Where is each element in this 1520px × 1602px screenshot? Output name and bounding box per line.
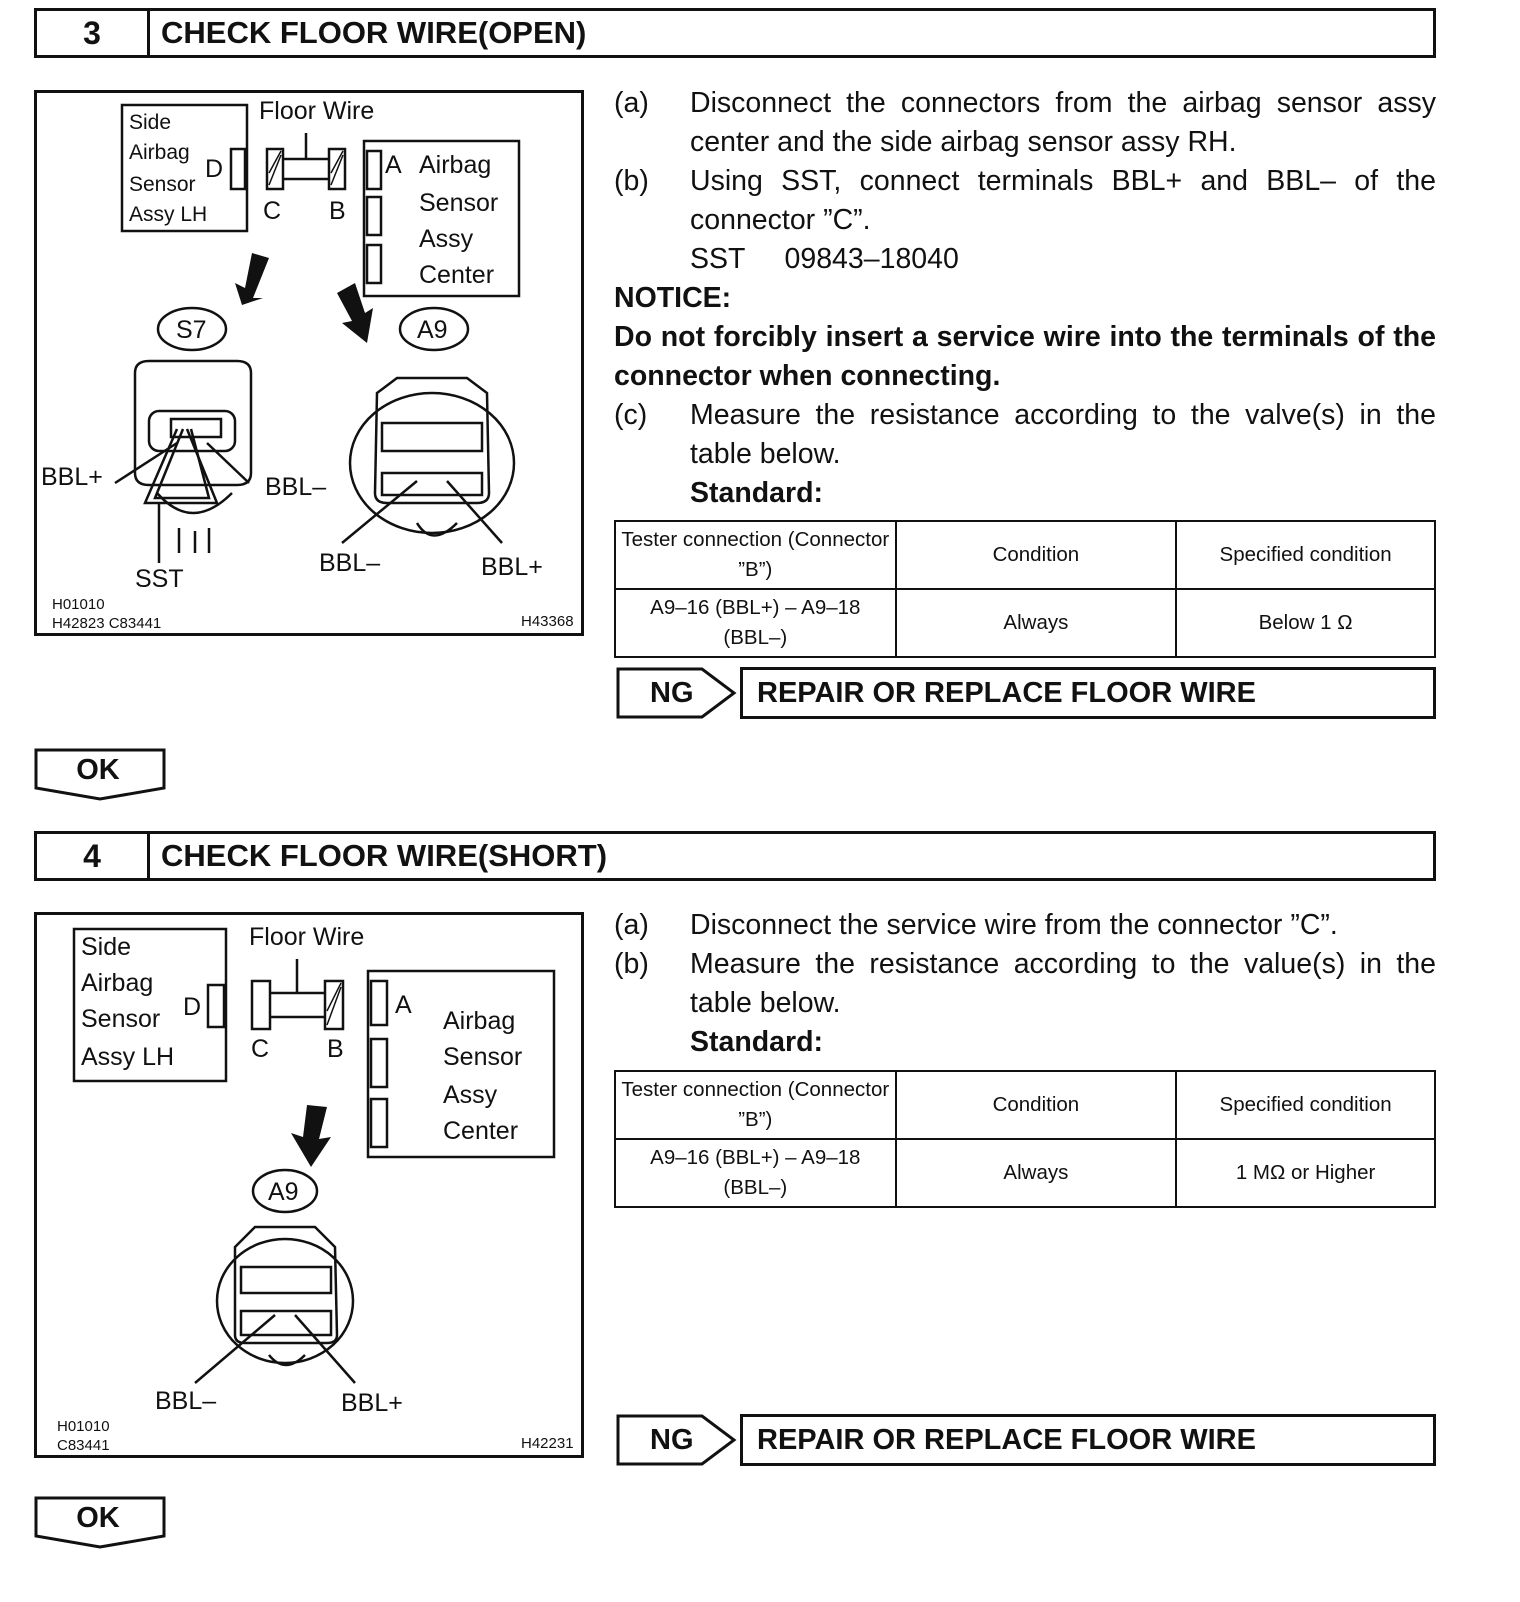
side-sensor-line-2: Airbag <box>129 141 190 164</box>
a9-label: A9 <box>268 1178 299 1206</box>
connector-c-label: C <box>251 1035 270 1063</box>
ok-flow-box <box>34 748 168 802</box>
bbl-minus-label: BBL– <box>155 1387 217 1415</box>
wiring-diagram <box>37 915 581 1455</box>
ng-result-box <box>616 1414 1436 1466</box>
step-text: Using SST, connect terminals BBL+ and BBL– of the connector ”C”. <box>690 165 1436 236</box>
cell-specified-condition: Below 1 Ω <box>1176 589 1435 657</box>
a9-label: A9 <box>417 316 448 344</box>
step-label: (c) <box>614 399 648 431</box>
bbl-plus-left-label: BBL+ <box>41 463 103 491</box>
notice-title: NOTICE: <box>614 282 732 314</box>
step-label: (b) <box>614 165 649 197</box>
cell-tester-connection: A9–16 (BBL+) – A9–18 (BBL–) <box>615 1139 896 1207</box>
bbl-minus-left-label: BBL– <box>265 473 327 501</box>
bbl-minus-right-label: BBL– <box>319 549 381 577</box>
header-specified-condition: Specified condition <box>1176 1071 1435 1139</box>
ng-result-box <box>616 667 1436 719</box>
section-number: 4 <box>37 834 150 878</box>
table-header-row <box>615 521 1435 589</box>
connector-b-label: B <box>327 1035 344 1063</box>
side-sensor-line-2: Airbag <box>81 969 154 997</box>
ng-result-text: REPAIR OR REPLACE FLOOR WIRE <box>740 667 1436 719</box>
sst-label: SST <box>135 565 184 593</box>
standard-table <box>614 1070 1436 1208</box>
floor-wire-label: Floor Wire <box>259 97 375 125</box>
figure-code-3: H42231 <box>521 1435 574 1452</box>
center-sensor-line-4: Center <box>419 261 495 289</box>
figure-code-2: H42823 C83441 <box>52 615 162 632</box>
header-condition: Condition <box>896 1071 1177 1139</box>
section-title: CHECK FLOOR WIRE(SHORT) <box>161 838 608 873</box>
ok-flow-box <box>34 1496 168 1550</box>
center-sensor-line-3: Assy <box>419 225 474 253</box>
notice-text: Do not forcibly insert a service wire into the terminals of the connector when connecting. <box>614 321 1436 392</box>
side-sensor-line-1: Side <box>81 933 132 961</box>
floor-wire-label: Floor Wire <box>249 923 365 951</box>
header-condition: Condition <box>896 521 1177 589</box>
table-row <box>615 589 1435 657</box>
s7-label: S7 <box>176 316 207 344</box>
ng-result-text: REPAIR OR REPLACE FLOOR WIRE <box>740 1414 1436 1466</box>
table-row <box>615 1139 1435 1207</box>
connector-d-label: D <box>183 993 202 1021</box>
side-sensor-line-3: Sensor <box>129 173 196 196</box>
step-label: (b) <box>614 948 649 980</box>
section-3-header <box>34 8 1436 58</box>
cell-tester-connection: A9–16 (BBL+) – A9–18 (BBL–) <box>615 589 896 657</box>
figure-code-2: C83441 <box>57 1437 110 1454</box>
side-sensor-line-4: Assy LH <box>81 1043 175 1071</box>
header-tester-connection: Tester connection (Connector ”B”) <box>615 521 896 589</box>
connector-c-label: C <box>263 197 282 225</box>
center-sensor-line-1: Airbag <box>443 1007 516 1035</box>
header-tester-connection: Tester connection (Connector ”B”) <box>615 1071 896 1139</box>
step-label: (a) <box>614 909 649 941</box>
figure-code-1: H01010 <box>57 1418 110 1435</box>
table-header-row <box>615 1071 1435 1139</box>
ok-label: OK <box>76 1502 120 1534</box>
side-sensor-line-4: Assy LH <box>129 203 208 226</box>
cell-condition: Always <box>896 1139 1177 1207</box>
standard-label: Standard: <box>690 1026 824 1058</box>
figure-code-1: H01010 <box>52 596 105 613</box>
section-number: 3 <box>37 11 150 55</box>
center-sensor-line-4: Center <box>443 1117 519 1145</box>
section-title: CHECK FLOOR WIRE(OPEN) <box>161 15 587 50</box>
figure-floor-wire-short <box>34 912 584 1458</box>
center-sensor-line-2: Sensor <box>443 1043 523 1071</box>
cell-specified-condition: 1 MΩ or Higher <box>1176 1139 1435 1207</box>
connector-d-label: D <box>205 155 224 183</box>
sst-text: SST 09843–18040 <box>690 243 959 275</box>
connector-a-label: A <box>385 151 402 179</box>
side-sensor-line-3: Sensor <box>81 1005 161 1033</box>
step-label: (a) <box>614 87 649 119</box>
step-text: Disconnect the connectors from the airbag sensor assy center and the side airbag sensor assy RH. <box>690 87 1436 158</box>
step-text: Measure the resistance according to the value(s) in the table below. <box>690 948 1436 1019</box>
ng-label: NG <box>650 1423 694 1456</box>
ok-label: OK <box>76 754 120 786</box>
bbl-plus-label: BBL+ <box>341 1389 403 1417</box>
header-specified-condition: Specified condition <box>1176 521 1435 589</box>
center-sensor-line-3: Assy <box>443 1081 498 1109</box>
standard-table <box>614 520 1436 658</box>
figure-code-3: H43368 <box>521 613 574 630</box>
connector-a-label: A <box>395 991 412 1019</box>
step-text: Disconnect the service wire from the connector ”C”. <box>690 909 1338 941</box>
wiring-diagram <box>37 93 581 633</box>
bbl-plus-right-label: BBL+ <box>481 553 543 581</box>
center-sensor-line-2: Sensor <box>419 189 499 217</box>
cell-condition: Always <box>896 589 1177 657</box>
standard-label: Standard: <box>690 477 824 509</box>
figure-floor-wire-open <box>34 90 584 636</box>
ng-label: NG <box>650 676 694 709</box>
connector-b-label: B <box>329 197 346 225</box>
side-sensor-line-1: Side <box>129 111 172 134</box>
section-4-header <box>34 831 1436 881</box>
center-sensor-line-1: Airbag <box>419 151 492 179</box>
step-text: Measure the resistance according to the valve(s) in the table below. <box>690 399 1436 470</box>
